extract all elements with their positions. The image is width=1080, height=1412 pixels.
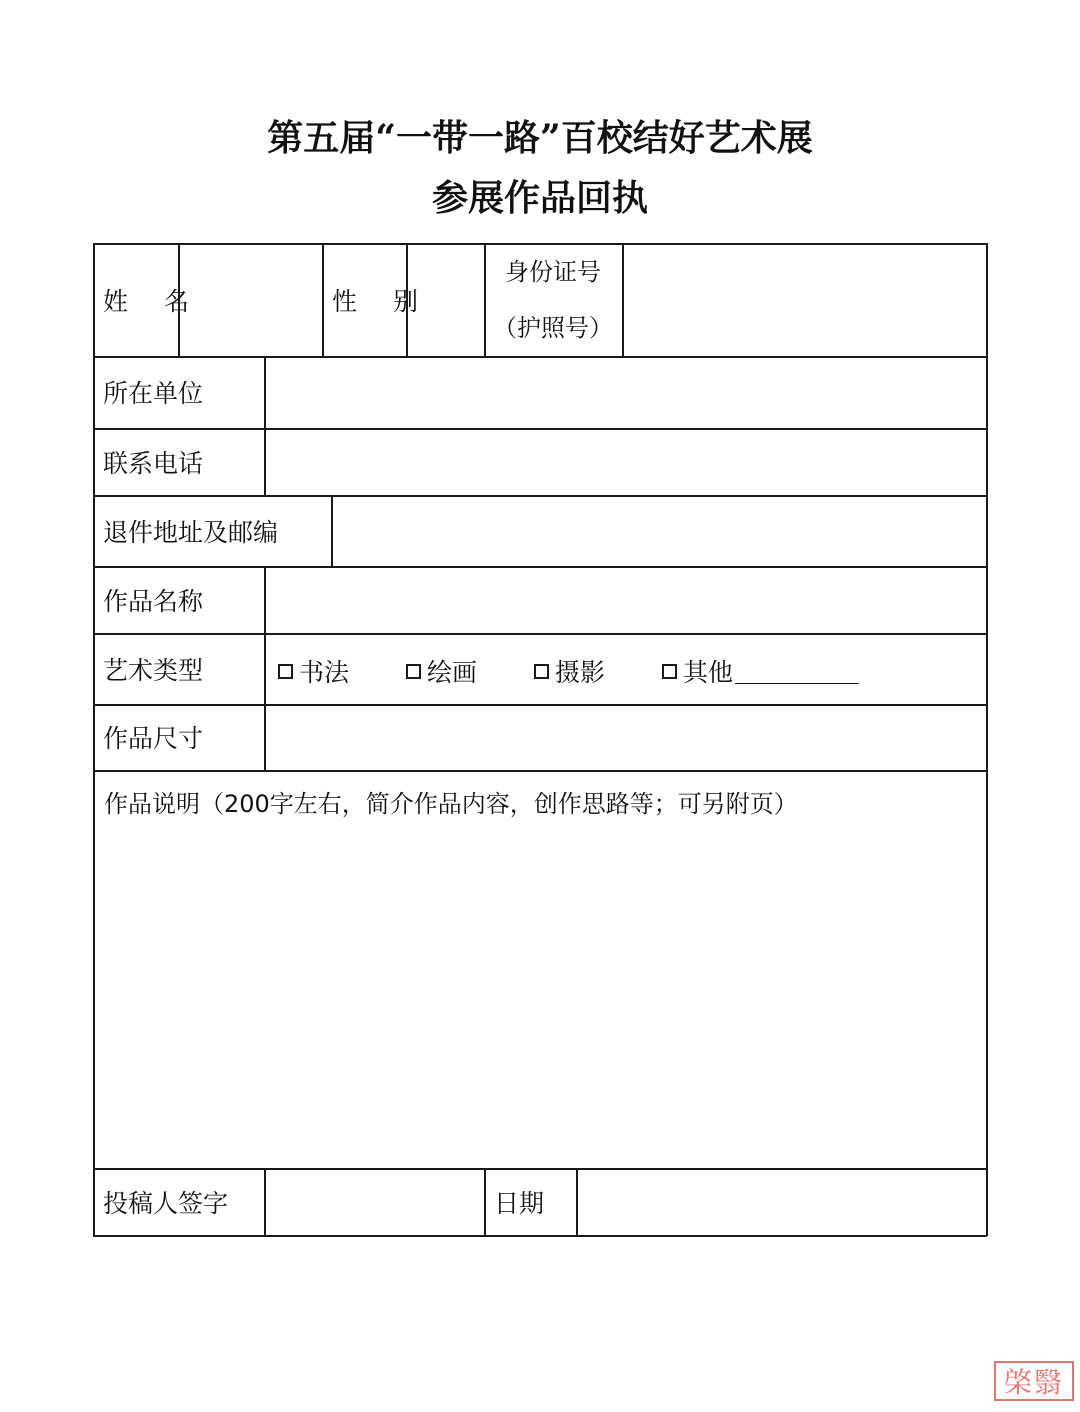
title-line-1: 第五届“一带一路”百校结好艺术展 bbox=[267, 117, 813, 159]
painting-checkbox[interactable] bbox=[406, 664, 421, 679]
unit-field[interactable] bbox=[266, 358, 985, 427]
name-label: 姓 名 bbox=[103, 286, 203, 316]
id-label-line1: 身份证号 bbox=[505, 258, 601, 286]
painting-label: 绘画 bbox=[427, 658, 478, 687]
watermark-seal bbox=[994, 1361, 1074, 1401]
signature-field[interactable] bbox=[266, 1170, 483, 1234]
calligraphy-checkbox[interactable] bbox=[278, 664, 293, 679]
date-label: 日期 bbox=[494, 1188, 545, 1218]
gender-label: 性 别 bbox=[332, 286, 432, 316]
name-label-cell bbox=[93, 243, 203, 356]
signature-label: 投稿人签字 bbox=[103, 1188, 229, 1218]
other-checkbox[interactable] bbox=[662, 664, 677, 679]
unit-label-cell bbox=[93, 356, 264, 428]
other-specify-line[interactable] bbox=[735, 659, 859, 684]
unit-label: 所在单位 bbox=[103, 379, 204, 408]
row-divider-7 bbox=[93, 770, 987, 772]
size-field[interactable] bbox=[266, 706, 985, 769]
title-line-2: 参展作品回执 bbox=[431, 177, 648, 219]
id-label-line2: （护照号） bbox=[493, 314, 613, 342]
work-title-label: 作品名称 bbox=[103, 586, 204, 616]
phone-field[interactable] bbox=[266, 430, 985, 494]
size-label-cell bbox=[93, 704, 264, 770]
gender-label-cell bbox=[322, 243, 432, 356]
return-address-field[interactable] bbox=[333, 497, 985, 565]
photography-label: 摄影 bbox=[555, 658, 606, 687]
table-border-bottom bbox=[93, 1235, 987, 1237]
gender-field[interactable] bbox=[408, 245, 483, 355]
signature-label-cell bbox=[93, 1168, 264, 1235]
phone-label: 联系电话 bbox=[103, 448, 204, 478]
id-number-field[interactable] bbox=[624, 245, 985, 355]
return-address-label-cell bbox=[93, 495, 331, 566]
phone-label-cell bbox=[93, 428, 264, 495]
work-title-field[interactable] bbox=[266, 568, 985, 632]
name-field[interactable] bbox=[180, 245, 321, 355]
date-field[interactable] bbox=[578, 1170, 985, 1234]
description-label: 作品说明（200字左右，简介作品内容，创作思路等；可另附页） bbox=[104, 790, 798, 818]
table-border-right bbox=[986, 243, 988, 1236]
calligraphy-label: 书法 bbox=[299, 658, 350, 687]
art-type-photography[interactable] bbox=[534, 653, 605, 689]
date-label-cell bbox=[484, 1168, 576, 1235]
work-title-label-cell bbox=[93, 566, 264, 633]
description-field[interactable] bbox=[95, 822, 985, 1167]
other-label: 其他 bbox=[683, 658, 734, 687]
art-type-calligraphy[interactable] bbox=[278, 653, 349, 689]
photography-checkbox[interactable] bbox=[534, 664, 549, 679]
size-label: 作品尺寸 bbox=[103, 724, 204, 753]
return-address-label: 退件地址及邮编 bbox=[103, 517, 279, 547]
art-type-label-cell bbox=[93, 633, 264, 704]
seal-text: 棨翳 bbox=[1003, 1366, 1064, 1399]
art-type-other[interactable] bbox=[662, 653, 859, 689]
art-type-label: 艺术类型 bbox=[103, 655, 204, 685]
art-type-painting[interactable] bbox=[406, 653, 477, 689]
